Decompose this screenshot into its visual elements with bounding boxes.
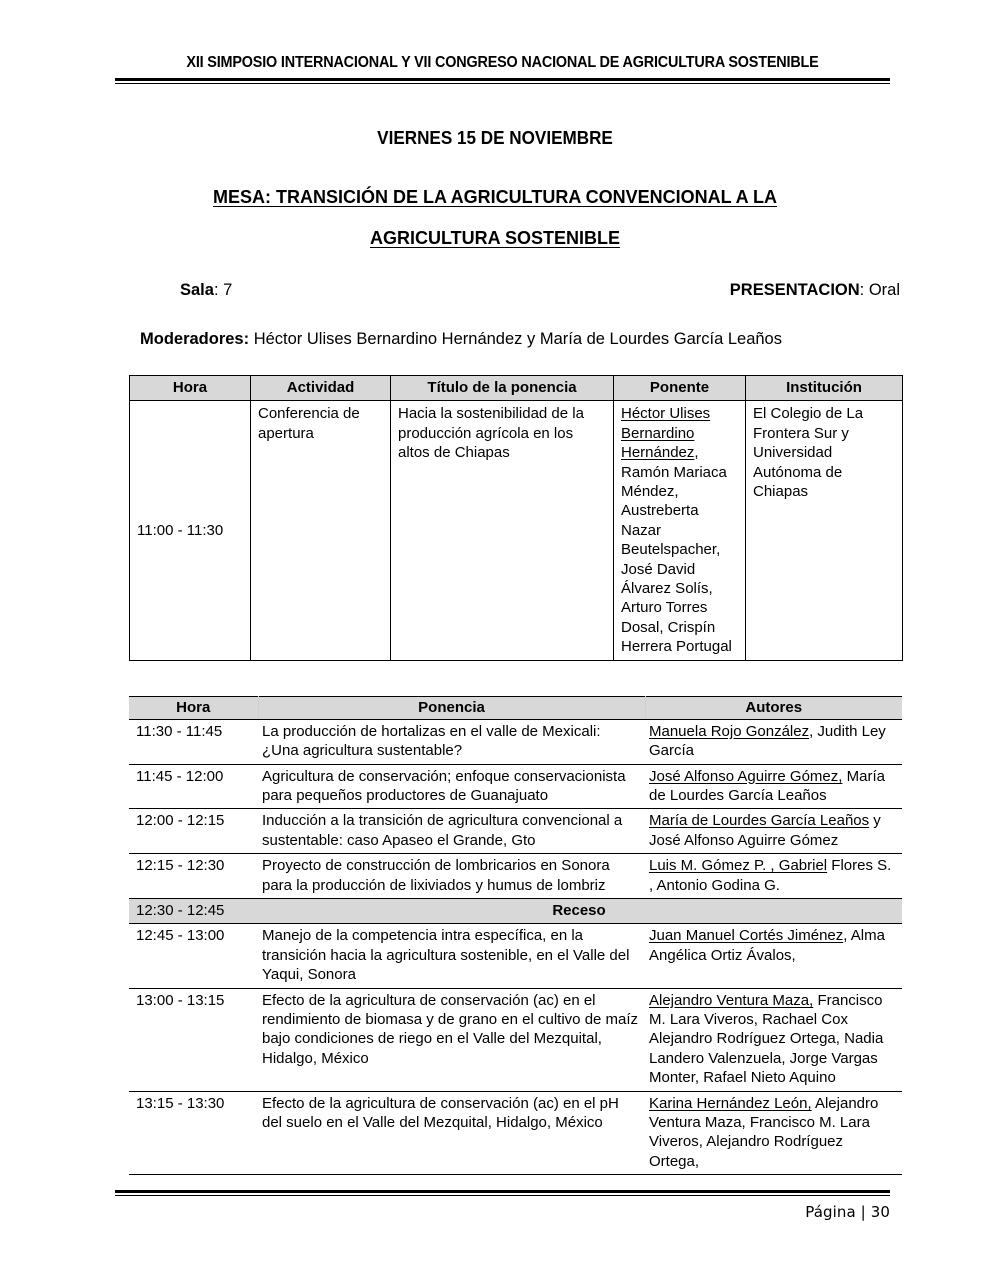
cell-hora: 12:00 - 12:15 xyxy=(129,809,258,854)
column-header-hora: Hora xyxy=(129,696,258,719)
lead-author-name: Luis M. Gómez P. , Gabriel xyxy=(649,857,828,875)
lead-author-name: Alejandro Ventura Maza, xyxy=(649,991,814,1009)
cell-autores xyxy=(645,988,902,1091)
table-row xyxy=(129,764,902,809)
table-row xyxy=(129,719,902,764)
talks-table-container xyxy=(0,696,990,1176)
coauthors: Flores S. , Antonio Godina G. xyxy=(649,857,892,894)
cell-break-label: Receso xyxy=(258,898,902,923)
cell-hora: 11:30 - 11:45 xyxy=(129,719,258,764)
cell-hora: 13:00 - 13:15 xyxy=(129,988,258,1091)
session-title-line1: MESA: TRANSICIÓN DE LA AGRICULTURA CONVENCIONAL A LA xyxy=(213,187,777,207)
presentation-info xyxy=(730,281,900,300)
table-row xyxy=(129,1091,902,1175)
opening-conference-table xyxy=(129,375,903,661)
talks-table-body xyxy=(129,719,902,1175)
column-header-ponente: Ponente xyxy=(614,376,746,401)
coauthors: , Ramón Mariaca Méndez, Austreberta Nazar Beutelspacher, José David Álvarez Solís, Arturo Torres Dosal, Crispín Herrera Portugal xyxy=(621,444,732,656)
coauthors: y José Alfonso Aguirre Gómez xyxy=(649,812,881,849)
cell-autores xyxy=(645,1091,902,1175)
presentation-label: PRESENTACION xyxy=(729,281,860,299)
talks-schedule-table xyxy=(129,696,902,1176)
table-row xyxy=(129,988,902,1091)
cell-titulo: Hacia la sostenibilidad de la producción agrícola en los altos de Chiapas xyxy=(391,401,614,660)
table-row xyxy=(129,854,902,899)
cell-hora: 12:30 - 12:45 xyxy=(129,898,258,923)
coauthors: , Alma Angélica Ortiz Ávalos, xyxy=(649,927,885,964)
page-footer xyxy=(115,1190,890,1221)
cell-ponencia: Manejo de la competencia intra específica, en la transición hacia la agricultura sostenible, en el Valle del Yaqui, Sonora xyxy=(258,924,645,988)
presentation-value: : Oral xyxy=(859,281,900,299)
cell-hora: 11:45 - 12:00 xyxy=(129,764,258,809)
page-number: Página | 30 xyxy=(805,1203,890,1221)
header-rule xyxy=(115,78,890,84)
coauthors: , Judith Ley García xyxy=(649,722,886,760)
moderators-label: Moderadores: xyxy=(140,330,250,348)
column-header-institucion: Institución xyxy=(746,376,903,401)
cell-ponencia: Proyecto de construcción de lombricarios en Sonora para la producción de lixiviados y humus de lombriz xyxy=(258,854,645,899)
cell-autores xyxy=(645,924,902,988)
room-presentation-row xyxy=(0,281,990,300)
cell-hora: 12:15 - 12:30 xyxy=(129,854,258,899)
session-title xyxy=(0,177,990,259)
table-row xyxy=(129,924,902,988)
session-title-line2: AGRICULTURA SOSTENIBLE xyxy=(370,228,620,248)
room-value: : 7 xyxy=(213,281,233,299)
column-header-actividad: Actividad xyxy=(251,376,391,401)
column-header-ponencia: Ponencia xyxy=(258,696,645,719)
cell-ponencia: Inducción a la transición de agricultura convencional a sustentable: caso Apaseo el Grande, Gto xyxy=(258,809,645,854)
cell-ponente xyxy=(614,401,746,660)
table-header-row xyxy=(130,376,903,401)
cell-ponencia: Agricultura de conservación; enfoque conservacionista para pequeños productores de Guanajuato xyxy=(258,764,645,809)
cell-hora: 11:00 - 11:30 xyxy=(130,401,251,660)
opening-table-container xyxy=(0,375,990,661)
footer-rule xyxy=(115,1190,890,1196)
room-info xyxy=(180,281,232,300)
cell-autores xyxy=(645,764,902,809)
opening-table-body xyxy=(130,401,903,660)
cell-institucion: El Colegio de La Frontera Sur y Universidad Autónoma de Chiapas xyxy=(746,401,903,660)
cell-ponencia: Efecto de la agricultura de conservación (ac) en el pH del suelo en el Valle del Mezquital, Hidalgo, México xyxy=(258,1091,645,1175)
lead-author-name: José Alfonso Aguirre Gómez, xyxy=(649,767,843,785)
lead-author-name: Karina Hernández León, xyxy=(649,1094,812,1112)
column-header-titulo: Título de la ponencia xyxy=(391,376,614,401)
moderators-value: Héctor Ulises Bernardino Hernández y María de Lourdes García Leaños xyxy=(249,330,782,348)
document-body xyxy=(0,128,990,1175)
lead-author-name: Manuela Rojo González xyxy=(649,722,810,740)
table-row xyxy=(129,898,902,923)
table-row xyxy=(129,809,902,854)
cell-hora: 13:15 - 13:30 xyxy=(129,1091,258,1175)
cell-autores xyxy=(645,719,902,764)
room-label: Sala xyxy=(180,281,214,299)
cell-hora: 12:45 - 13:00 xyxy=(129,924,258,988)
cell-ponencia: Efecto de la agricultura de conservación (ac) en el rendimiento de biomasa y de grano en el cultivo de maíz bajo condiciones de riego en el Valle del Mezquital, Hidalgo, México xyxy=(258,988,645,1091)
day-title: VIERNES 15 DE NOVIEMBRE xyxy=(377,128,613,148)
lead-presenter-name: Héctor Ulises Bernardino Hernández xyxy=(621,405,711,462)
moderators-line xyxy=(0,330,990,349)
coauthors: María de Lourdes García Leaños xyxy=(649,767,885,804)
table-header-row xyxy=(129,696,902,719)
column-header-autores: Autores xyxy=(645,696,902,719)
coauthors: Francisco M. Lara Viveros, Rachael Cox Alejandro Rodríguez Ortega, Nadia Landero Valenzuela, Jorge Vargas Monter, Rafael Nieto Aquino xyxy=(649,991,884,1087)
cell-autores xyxy=(645,809,902,854)
column-header-hora: Hora xyxy=(130,376,251,401)
running-header-title: XII SIMPOSIO INTERNACIONAL Y VII CONGRESO NACIONAL DE AGRICULTURA SOSTENIBLE xyxy=(186,54,819,71)
cell-actividad: Conferencia de apertura xyxy=(251,401,391,660)
cell-autores xyxy=(645,854,902,899)
page-header xyxy=(115,54,890,84)
cell-ponencia: La producción de hortalizas en el valle de Mexicali: ¿Una agricultura sustentable? xyxy=(258,719,645,764)
lead-author-name: María de Lourdes García Leaños xyxy=(649,812,870,830)
coauthors: Alejandro Ventura Maza, Francisco M. Lara Viveros, Alejandro Rodríguez Ortega, xyxy=(649,1094,879,1170)
lead-author-name: Juan Manuel Cortés Jiménez xyxy=(649,927,844,945)
table-row xyxy=(130,401,903,660)
